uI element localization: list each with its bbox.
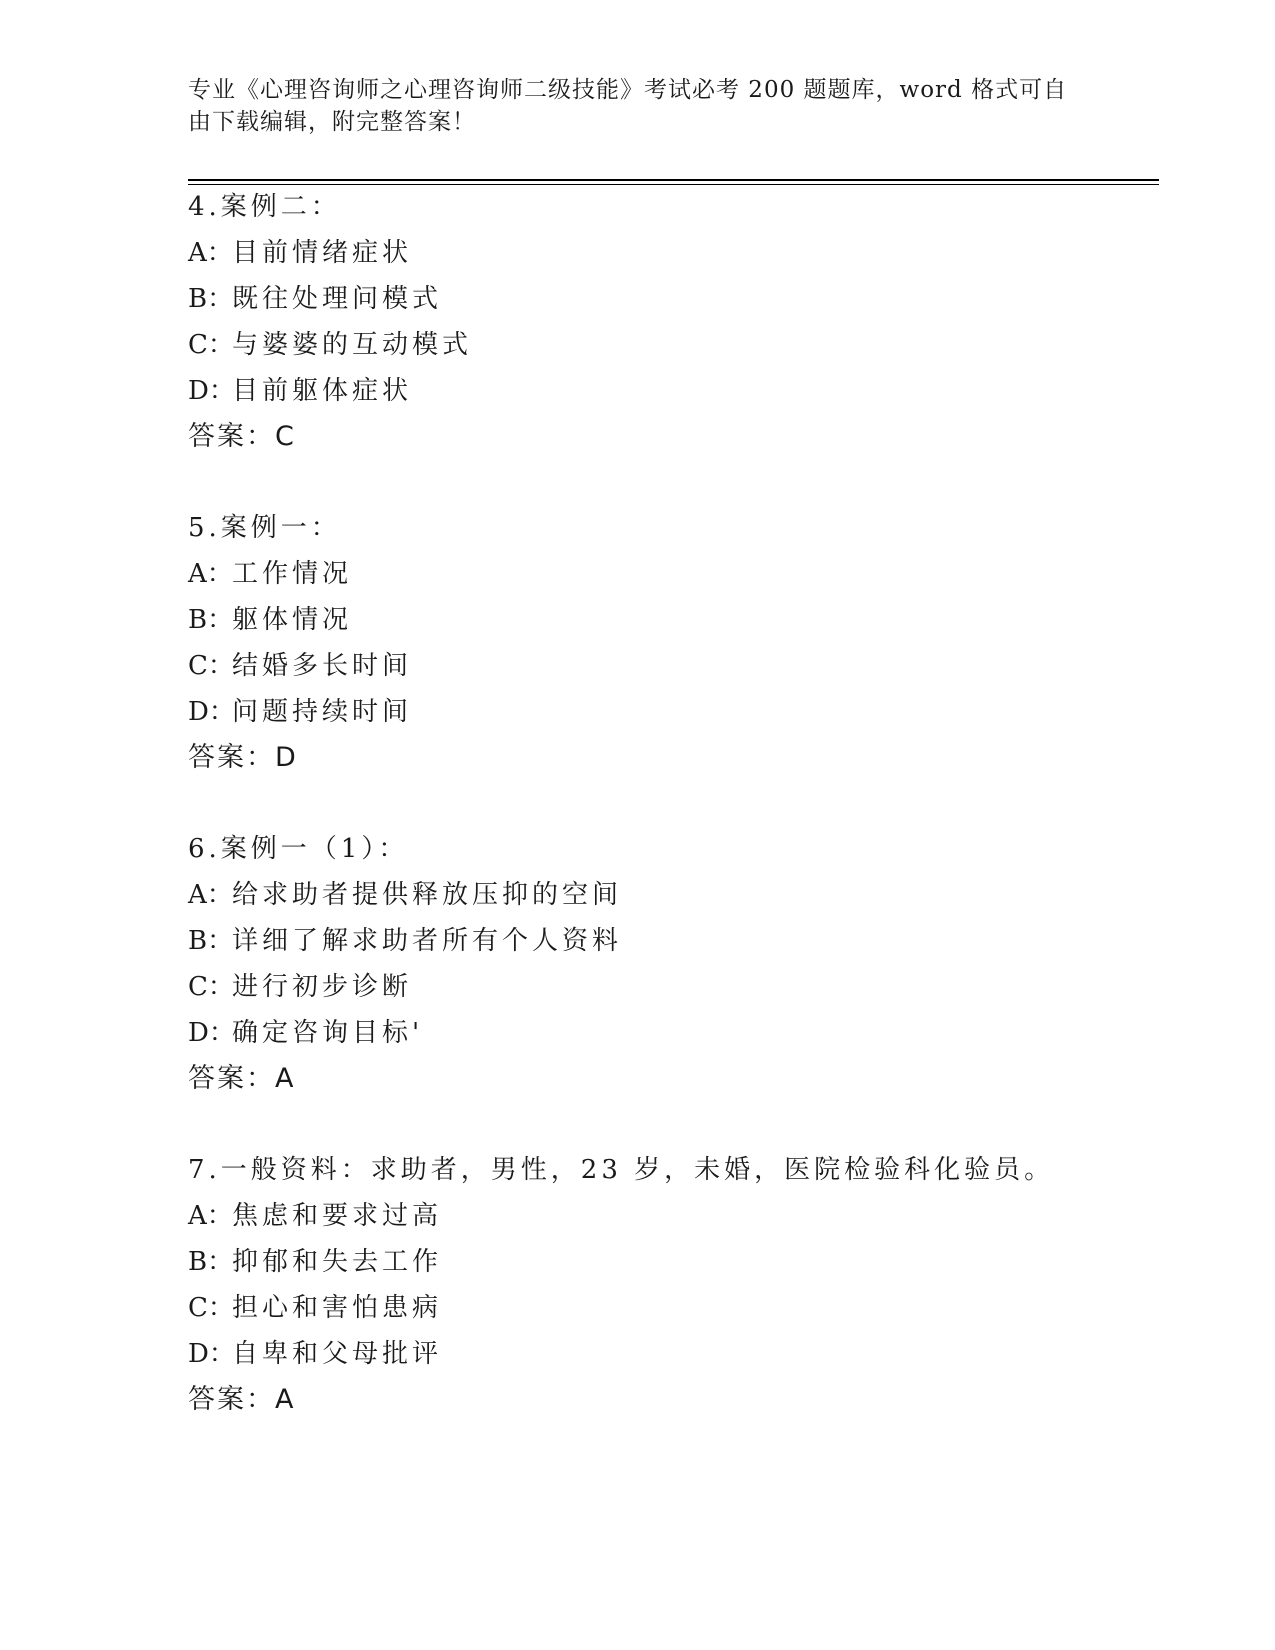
option-d <box>188 1010 1148 1056</box>
question-block <box>188 1147 1148 1423</box>
option-text: 既往处理问模式 <box>232 284 443 314</box>
question-stem: 7.一般资料：求助者，男性，23 岁，未婚，医院检验科化验员。 <box>188 1155 1055 1185</box>
option-b <box>188 1239 1148 1285</box>
option-letter: D： <box>188 1339 235 1369</box>
option-b <box>188 276 1148 322</box>
option-text: 担心和害怕患病 <box>232 1293 443 1323</box>
option-c <box>188 322 1148 368</box>
question-block <box>188 826 1148 1102</box>
question-stem: 6.案例一（1）： <box>188 834 409 864</box>
document-header <box>188 74 1068 138</box>
option-letter: D： <box>188 1018 235 1048</box>
option-letter: D： <box>188 376 235 406</box>
option-text: 问题持续时间 <box>232 697 413 727</box>
option-letter: B： <box>188 284 234 314</box>
header-divider-thick <box>188 179 1159 181</box>
option-text: 与婆婆的互动模式 <box>232 330 473 360</box>
option-text: 躯体情况 <box>232 605 353 635</box>
option-c <box>188 643 1148 689</box>
answer-line: 答案：C <box>188 421 296 452</box>
option-d <box>188 1331 1148 1377</box>
option-text: 结婚多长时间 <box>232 651 413 681</box>
option-d <box>188 689 1148 735</box>
question-stem: 5.案例一： <box>188 513 341 543</box>
option-letter: C： <box>188 972 234 1002</box>
option-text: 目前情绪症状 <box>232 238 413 268</box>
option-text: 进行初步诊断 <box>232 972 413 1002</box>
question-block <box>188 184 1148 460</box>
option-text: 详细了解求助者所有个人资料 <box>232 926 623 956</box>
option-a <box>188 872 1148 918</box>
option-text: 确定咨询目标' <box>232 1018 424 1048</box>
option-letter: B： <box>188 926 234 956</box>
option-d <box>188 368 1148 414</box>
option-letter: A： <box>188 559 233 589</box>
header-line-1: 专业《心理咨询师之心理咨询师二级技能》考试必考 200 题题库，word 格式可自 <box>188 77 1068 103</box>
answer-line: 答案：A <box>188 1384 296 1415</box>
option-a <box>188 230 1148 276</box>
option-c <box>188 1285 1148 1331</box>
option-text: 自卑和父母批评 <box>232 1339 443 1369</box>
option-text: 工作情况 <box>232 559 353 589</box>
question-stem: 4.案例二： <box>188 192 341 222</box>
option-letter: C： <box>188 330 234 360</box>
header-line-2: 由下载编辑，附完整答案！ <box>188 109 476 135</box>
option-text: 抑郁和失去工作 <box>232 1247 443 1277</box>
option-letter: A： <box>188 238 233 268</box>
option-text: 焦虑和要求过高 <box>232 1201 443 1231</box>
question-block <box>188 505 1148 781</box>
option-a <box>188 551 1148 597</box>
option-letter: A： <box>188 880 233 910</box>
option-c <box>188 964 1148 1010</box>
option-b <box>188 597 1148 643</box>
option-letter: B： <box>188 1247 234 1277</box>
option-b <box>188 918 1148 964</box>
answer-line: 答案：D <box>188 742 298 773</box>
option-text: 目前躯体症状 <box>232 376 413 406</box>
option-letter: A： <box>188 1201 233 1231</box>
option-letter: C： <box>188 651 234 681</box>
option-text: 给求助者提供释放压抑的空间 <box>232 880 623 910</box>
answer-line: 答案：A <box>188 1063 296 1094</box>
option-letter: C： <box>188 1293 234 1323</box>
option-letter: B： <box>188 605 234 635</box>
option-letter: D： <box>188 697 235 727</box>
option-a <box>188 1193 1148 1239</box>
